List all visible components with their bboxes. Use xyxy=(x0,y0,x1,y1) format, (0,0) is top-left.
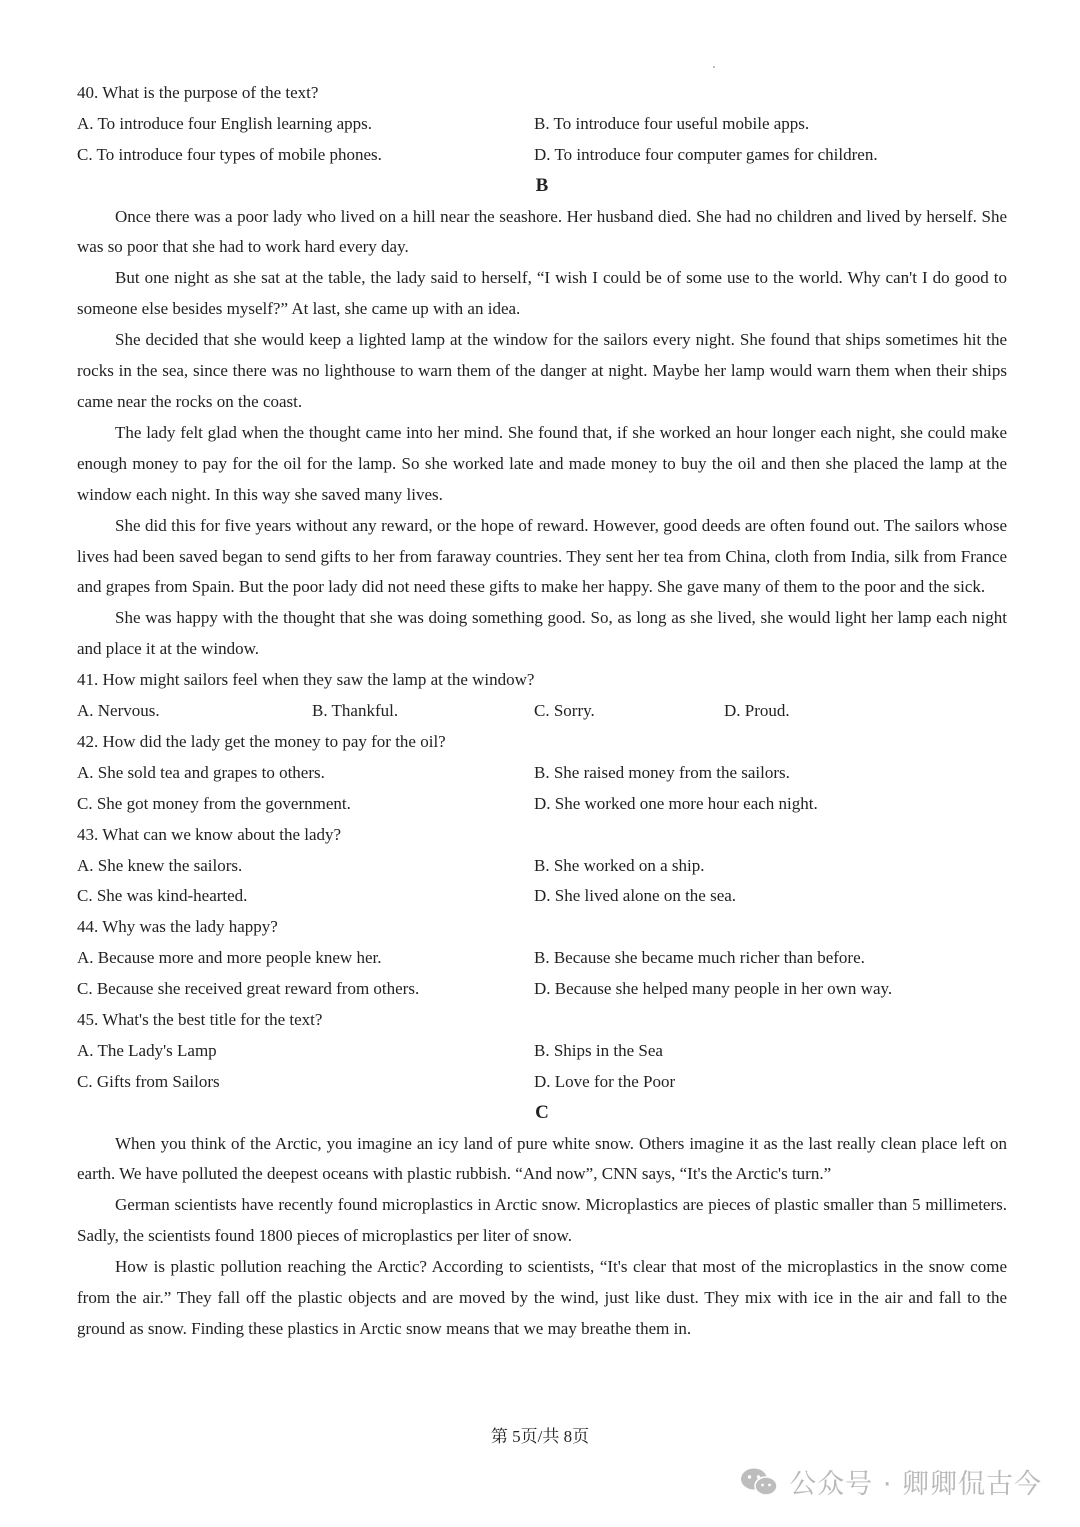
question-43-option-c: C. She was kind-hearted. xyxy=(77,886,248,906)
question-42-options-row-2 xyxy=(77,789,1007,820)
question-45-option-d: D. Love for the Poor xyxy=(534,1071,676,1091)
question-45-option-b: B. Ships in the Sea xyxy=(534,1040,663,1060)
question-42-option-b: B. She raised money from the sailors. xyxy=(534,762,790,782)
question-43-option-d: D. She lived alone on the sea. xyxy=(534,886,737,906)
question-44-options-row-2 xyxy=(77,974,1007,1005)
question-40-option-a: A. To introduce four English learning apps. xyxy=(77,113,372,133)
question-44-option-c: C. Because she received great reward from others. xyxy=(77,979,420,999)
question-41-option-b: B. Thankful. xyxy=(312,701,399,721)
question-45-stem: 45. What's the best title for the text? xyxy=(77,1009,323,1029)
question-45-option-a: A. The Lady's Lamp xyxy=(77,1040,217,1060)
wechat-icon xyxy=(739,1467,779,1497)
question-44-option-a: A. Because more and more people knew her. xyxy=(77,948,382,968)
section-b-heading: B xyxy=(535,174,549,196)
question-44-option-d: D. Because she helped many people in her own way. xyxy=(534,979,893,999)
question-44-stem: 44. Why was the lady happy? xyxy=(77,917,278,937)
section-b-paragraph-1: Once there was a poor lady who lived on a hill near the seashore. Her husband died. She had no children and lived by herself. She was so poor that she had to work hard every day. xyxy=(77,206,1007,257)
question-45-option-c: C. Gifts from Sailors xyxy=(77,1071,220,1091)
question-43-options-row-2 xyxy=(77,881,1007,912)
exam-page xyxy=(77,78,1007,1345)
section-b-paragraph-4: The lady felt glad when the thought came into her mind. She found that, if she worked an hour longer each night, she could make enough money to pay for the oil for the lamp. So she worked late and made money to buy the oil and then she placed the lamp at the window each night. In this way she saved many lives. xyxy=(77,422,1007,504)
section-c-paragraph-3: How is plastic pollution reaching the Arctic? According to scientists, “It's clear that most of the microplastics in the snow come from the air.” They fall off the plastic objects and are moved by the wind, just like dust. They mix with ice in the air and fall to the ground as snow. Finding these plastics in Arctic snow means that we may breathe them in. xyxy=(77,1257,1007,1338)
section-b-paragraph-2: But one night as she sat at the table, the lady said to herself, “I wish I could be of some use to the world. Why can't I do good to someone else besides myself?” At last, she came up with an idea. xyxy=(77,268,1007,319)
wechat-watermark xyxy=(739,1462,1042,1501)
page-number: 第 5页/共 8页 xyxy=(490,1427,590,1446)
question-40-options-row-2 xyxy=(77,140,1007,171)
question-42-option-c: C. She got money from the government. xyxy=(77,793,351,813)
question-41-option-a: A. Nervous. xyxy=(77,701,160,721)
section-c-heading: C xyxy=(535,1101,549,1123)
question-42-stem: 42. How did the lady get the money to pay for the oil? xyxy=(77,731,446,751)
question-43-options-row-1 xyxy=(77,851,1007,882)
question-40-options-row-1 xyxy=(77,109,1007,140)
watermark-text: 公众号 · 卿卿侃古今 xyxy=(789,1469,1042,1500)
section-c-paragraph-1: When you think of the Arctic, you imagine an icy land of pure white snow. Others imagine it as the last really clean place left on earth. We have polluted the deepest oceans with plastic rubbish. “And now”, CNN says, “It's the Arctic's turn.” xyxy=(77,1133,1007,1184)
question-44-options-row-1 xyxy=(77,943,1007,974)
question-40-option-b: B. To introduce four useful mobile apps. xyxy=(534,113,810,133)
question-43-option-a: A. She knew the sailors. xyxy=(77,855,243,875)
question-40-option-d: D. To introduce four computer games for children. xyxy=(534,144,878,164)
question-41-option-d: D. Proud. xyxy=(724,701,790,721)
section-b-paragraph-3: She decided that she would keep a lighted lamp at the window for the sailors every night. She found that ships sometimes hit the rocks in the sea, since there was no lighthouse to warn them of the danger at night. Maybe her lamp would warn them when their ships came near the rocks on the coast. xyxy=(77,330,1007,411)
scan-speck xyxy=(713,66,715,68)
question-41-stem: 41. How might sailors feel when they saw the lamp at the window? xyxy=(77,670,535,690)
section-c-paragraph-2: German scientists have recently found microplastics in Arctic snow. Microplastics are pieces of plastic smaller than 5 millimeters. Sadly, the scientists found 1800 pieces of microplastics per liter of snow. xyxy=(77,1195,1007,1246)
question-40-stem: 40. What is the purpose of the text? xyxy=(77,83,319,102)
question-42-options-row-1 xyxy=(77,758,1007,789)
question-41-options xyxy=(77,696,1007,727)
question-45-options-row-1 xyxy=(77,1036,1007,1067)
question-40-option-c: C. To introduce four types of mobile phones. xyxy=(77,144,382,164)
question-44-option-b: B. Because she became much richer than before. xyxy=(534,948,865,968)
question-41-option-c: C. Sorry. xyxy=(534,701,595,721)
section-b-paragraph-5: She did this for five years without any reward, or the hope of reward. However, good deeds are often found out. The sailors whose lives had been saved began to send gifts to her from faraway countries. They sent her tea from China, cloth from India, silk from France and grapes from Spain. But the poor lady did not need these gifts to make her happy. She gave many of them to the poor and the sick. xyxy=(77,515,1007,597)
question-43-stem: 43. What can we know about the lady? xyxy=(77,824,342,844)
question-42-option-d: D. She worked one more hour each night. xyxy=(534,793,818,813)
question-45-options-row-2 xyxy=(77,1067,1007,1098)
question-42-option-a: A. She sold tea and grapes to others. xyxy=(77,762,325,782)
section-b-paragraph-6: She was happy with the thought that she was doing something good. So, as long as she lived, she would light her lamp each night and place it at the window. xyxy=(77,608,1007,659)
question-43-option-b: B. She worked on a ship. xyxy=(534,855,705,875)
